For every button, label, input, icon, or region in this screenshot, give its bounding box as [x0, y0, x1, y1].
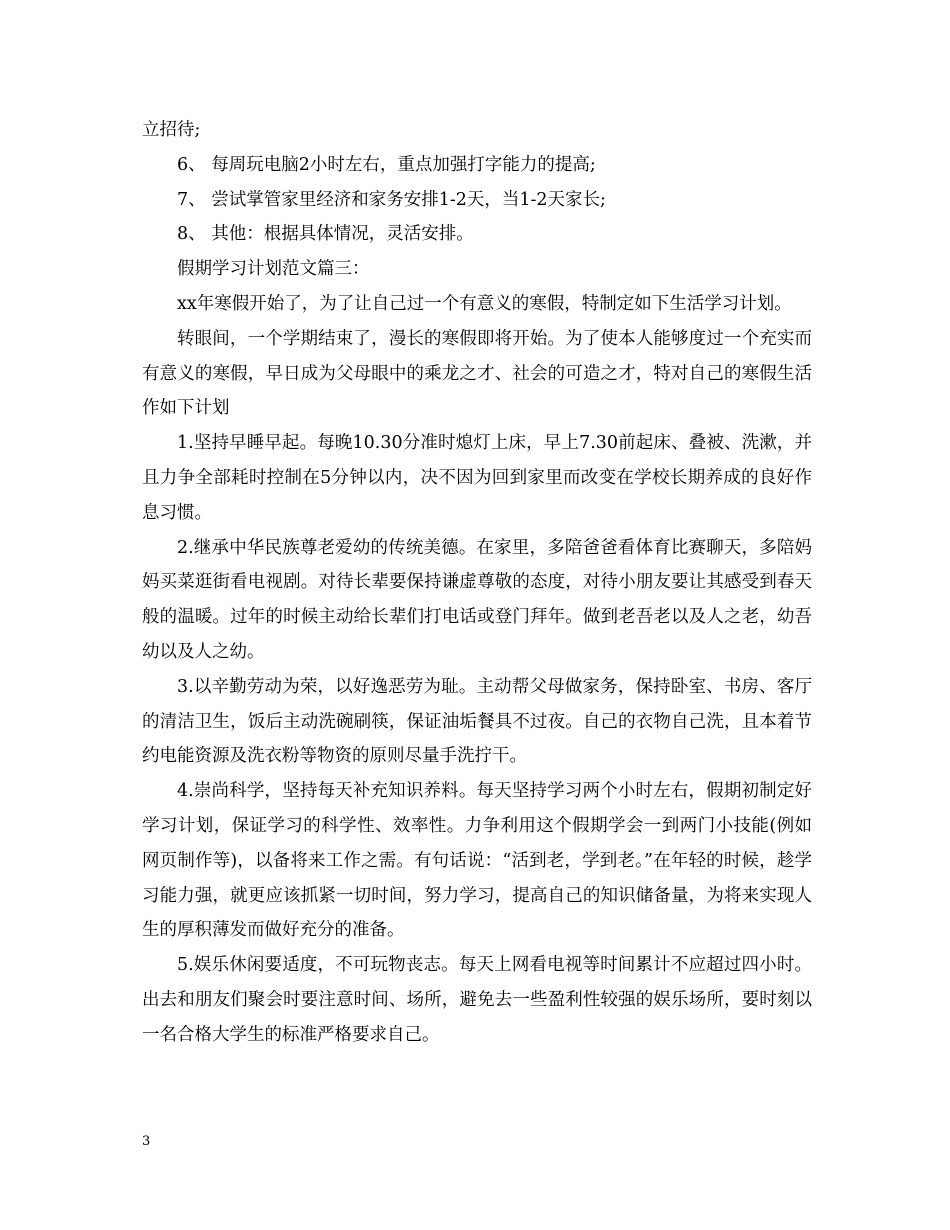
- page-number: 3: [142, 1134, 151, 1149]
- paragraph-6: 转眼间，一个学期结束了，漫长的寒假即将开始。为了使本人能够度过一个充实而有意义的寒假，早日成为父母眼中的乘龙之才、社会的可造之才，特对自己的寒假生活作如下计划: [142, 328, 812, 419]
- section-heading: 假期学习计划范文篇三：: [177, 259, 370, 280]
- plan-item-1: 1.坚持早睡早起。每晚10.30分准时熄灯上床，早上7.30前起床、叠被、洗漱，并且力争全部耗时控制在5分钟以内，决不因为回到家里而改变在学校长期养成的良好作息习惯。: [142, 433, 812, 523]
- page-body: [142, 113, 812, 1053]
- paragraph-2: 7、 尝试掌管家里经济和家务安排1-2天，当1-2天家长;: [177, 189, 606, 210]
- plan-item-2: 2.继承中华民族尊老爱幼的传统美德。在家里，多陪爸爸看体育比赛聊天，多陪妈妈买菜逛街看电视剧。对待长辈要保持谦虚尊敬的态度，对待小朋友要让其感受到春天般的温暖。过年的时候主动给长辈们打电话或登门拜年。做到老吾老以及人之老，幼吾幼以及人之幼。: [142, 537, 812, 662]
- paragraph-1: 6、 每周玩电脑2小时左右，重点加强打字能力的提高;: [177, 154, 596, 175]
- plan-item-4: 4.崇尚科学，坚持每天补充知识养料。每天坚持学习两个小时左右，假期初制定好学习计划，保证学习的科学性、效率性。力争利用这个假期学会一到两门小技能(例如网页制作等)，以备将来工作之需。有句话说：“活到老，学到老。”在年轻的时候，趁学习能力强，就更应该抓紧一切时间，努力学习，提高自己的知识储备量，为将来实现人生的厚积薄发而做好充分的准备。: [142, 781, 812, 941]
- paragraph-5: xx年寒假开始了，为了让自己过一个有意义的寒假，特制定如下生活学习计划。: [177, 293, 792, 314]
- plan-item-3: 3.以辛勤劳动为荣，以好逸恶劳为耻。主动帮父母做家务，保持卧室、书房、客厅的清洁卫生，饭后主动洗碗刷筷，保证油垢餐具不过夜。自己的衣物自己洗，且本着节约电能资源及洗衣粉等物资的原则尽量手洗拧干。: [142, 676, 812, 767]
- plan-item-5: 5.娱乐休闲要适度，不可玩物丧志。每天上网看电视等时间累计不应超过四小时。出去和朋友们聚会时要注意时间、场所，避免去一些盈利性较强的娱乐场所，要时刻以一名合格大学生的标准严格要求自己。: [142, 955, 812, 1045]
- paragraph-3: 8、 其他：根据具体情况，灵活安排。: [177, 224, 474, 245]
- paragraph-0: 立招待;: [142, 120, 201, 140]
